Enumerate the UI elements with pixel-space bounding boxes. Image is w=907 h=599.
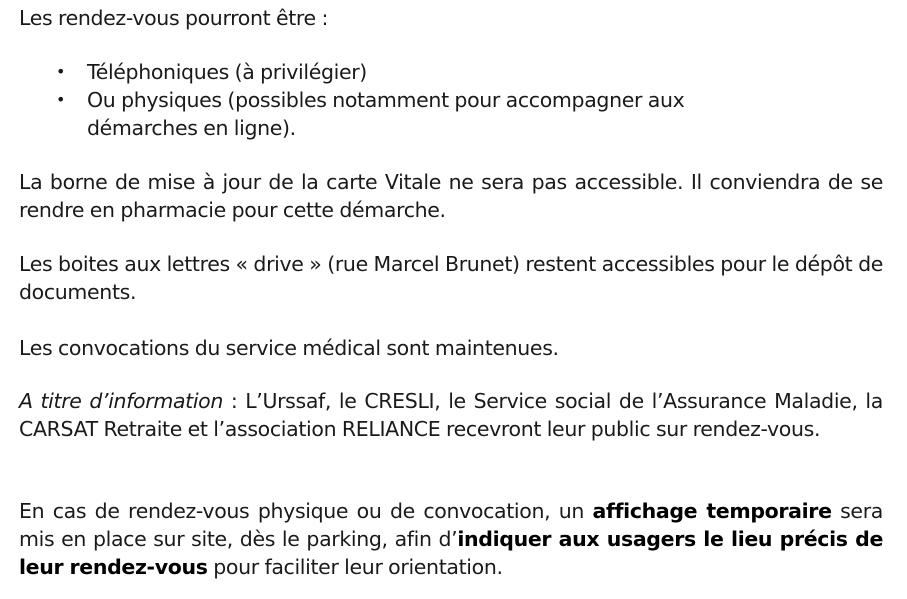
list-item-text: Ou physiques (possibles notamment pour accompagner aux démarches en ligne). <box>87 88 685 140</box>
information-text: : L’Urssaf, le CRESLI, le Service social de l’Assurance Maladie, la CARSAT Retraite et l’association RELIANCE recevront leur public sur rendez-vous. <box>19 389 883 441</box>
information-label: A titre d’information <box>19 389 224 413</box>
convocations-paragraph: Les convocations du service médical sont maintenues. <box>19 336 559 360</box>
signage-paragraph <box>19 497 883 581</box>
bullet-icon: • <box>56 62 66 81</box>
drive-paragraph: Les boites aux lettres « drive » (rue Marcel Brunet) restent accessibles pour le dépôt de documents. <box>19 252 883 304</box>
signage-text-2: sera mis en place sur site, dès le parking, afin d’ <box>19 499 883 551</box>
list-item <box>19 86 767 142</box>
list-item-text: Téléphoniques (à privilégier) <box>87 60 367 84</box>
list-item <box>19 58 767 86</box>
signage-text-3: pour faciliter leur orientation. <box>207 555 503 579</box>
appointment-types-list <box>19 58 883 142</box>
intro-paragraph: Les rendez-vous pourront être : <box>19 6 329 30</box>
information-paragraph <box>19 387 883 443</box>
signage-text-1: En cas de rendez-vous physique ou de convocation, un <box>19 499 593 523</box>
bullet-icon: • <box>56 90 66 109</box>
signage-emphasis-1: affichage temporaire <box>592 499 832 523</box>
signage-emphasis-2: indiquer aux usagers le lieu précis de leur rendez-vous <box>19 527 883 579</box>
vitale-paragraph: La borne de mise à jour de la carte Vitale ne sera pas accessible. Il conviendra de se rendre en pharmacie pour cette démarche. <box>19 170 883 222</box>
